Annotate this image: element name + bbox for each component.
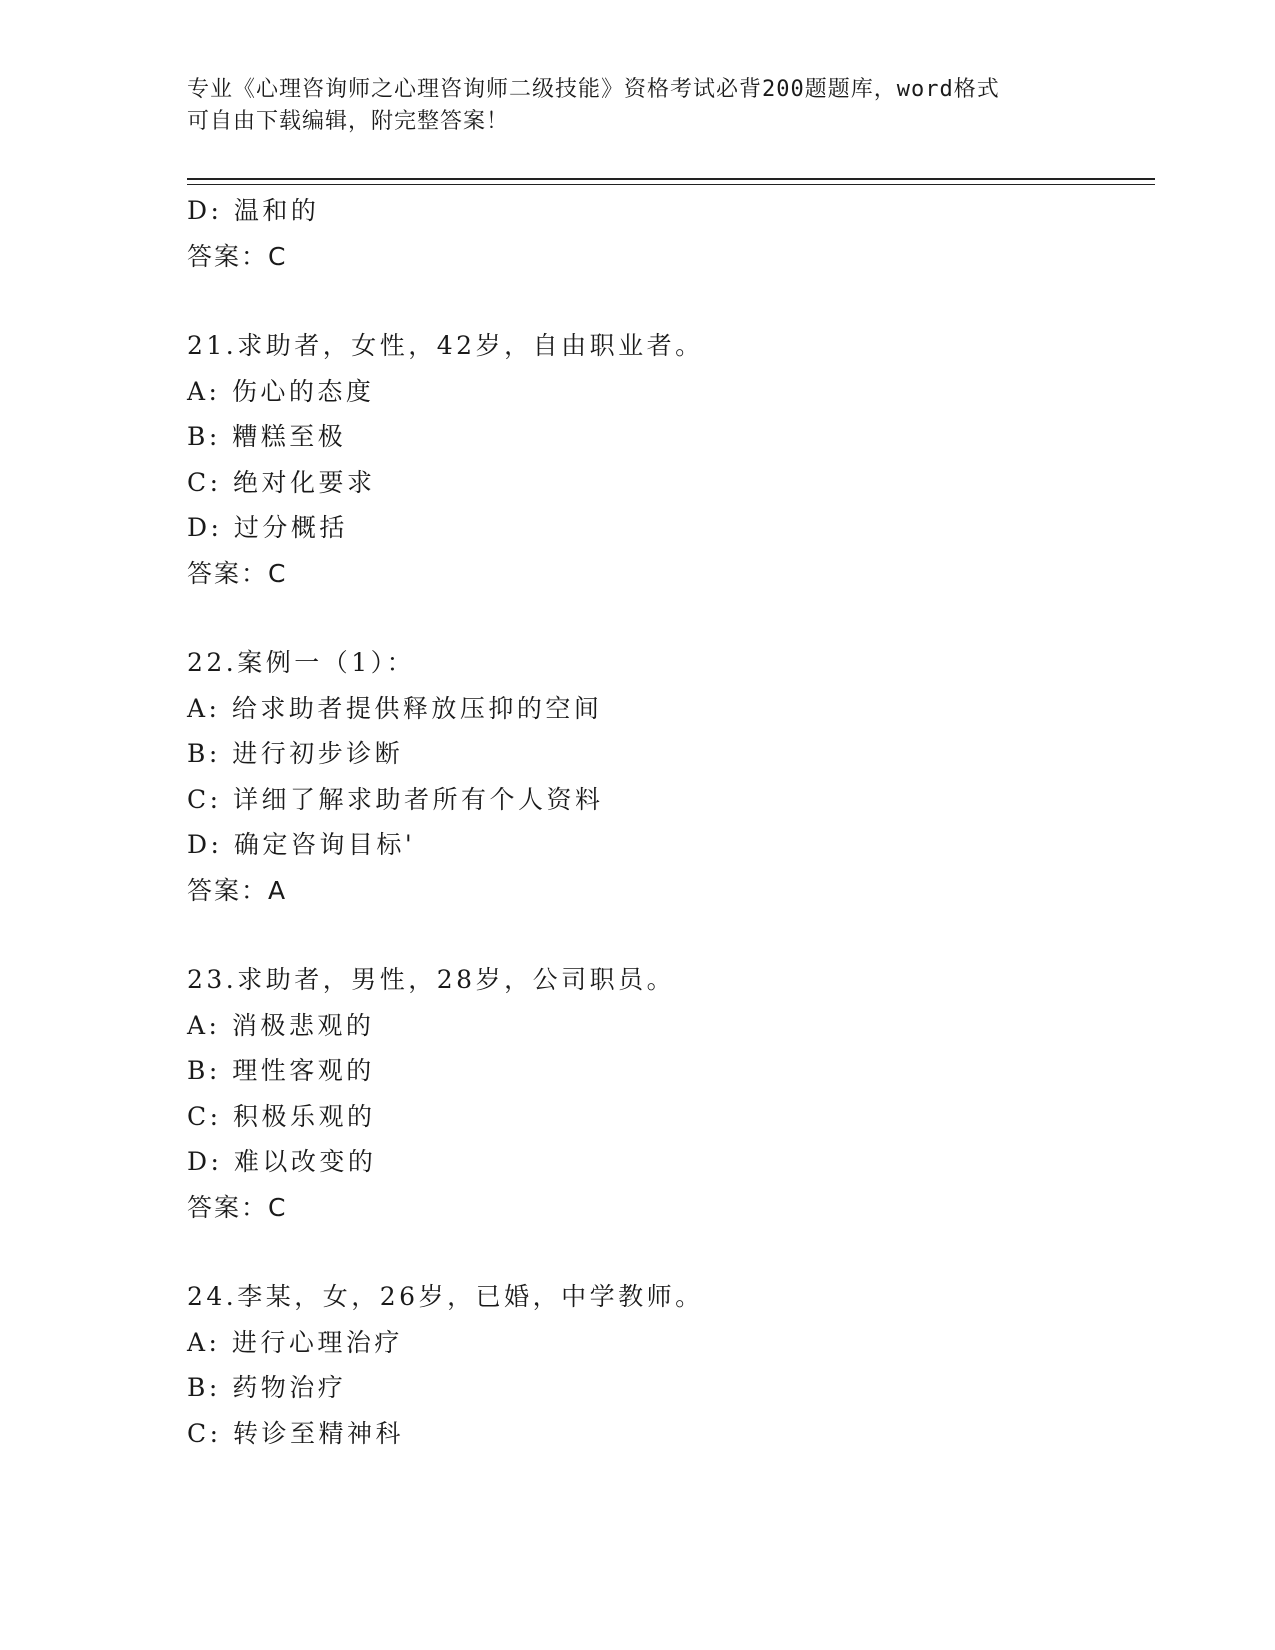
option-c: C: 详细了解求助者所有个人资料 bbox=[187, 784, 604, 814]
question-block bbox=[187, 1274, 1147, 1456]
question-block bbox=[187, 323, 1147, 596]
option-a: A: 进行心理治疗 bbox=[187, 1327, 403, 1357]
option-c: C: 绝对化要求 bbox=[187, 467, 376, 497]
answer-line: 答案：C bbox=[187, 558, 288, 588]
header-line-2: 可自由下载编辑，附完整答案！ bbox=[187, 109, 510, 134]
question-stem: 22.案例一（1）： bbox=[187, 648, 416, 677]
header-line-1: 专业《心理咨询师之心理咨询师二级技能》资格考试必背200题题库，word格式 bbox=[187, 77, 1000, 102]
block-gap bbox=[187, 1230, 1147, 1274]
option-d: D: 确定咨询目标' bbox=[187, 830, 416, 859]
answer-line: 答案：C bbox=[187, 241, 288, 271]
question-stem: 21.求助者，女性，42岁，自由职业者。 bbox=[187, 331, 704, 360]
option-a: A: 给求助者提供释放压抑的空间 bbox=[187, 693, 603, 723]
header-divider-thick bbox=[187, 178, 1155, 180]
option-d: D: 难以改变的 bbox=[187, 1147, 377, 1176]
question-list bbox=[187, 188, 1147, 1456]
option-c: C: 积极乐观的 bbox=[187, 1101, 376, 1131]
option-b: B: 药物治疗 bbox=[187, 1373, 347, 1402]
question-block bbox=[187, 957, 1147, 1230]
document-header bbox=[187, 74, 1067, 138]
option-a: A: 消极悲观的 bbox=[187, 1010, 375, 1040]
option-d: D: 过分概括 bbox=[187, 513, 348, 542]
option-c: C: 转诊至精神科 bbox=[187, 1418, 404, 1448]
block-gap bbox=[187, 913, 1147, 957]
option-d: D: 温和的 bbox=[187, 196, 320, 225]
question-stem: 24.李某，女，26岁，已婚，中学教师。 bbox=[187, 1282, 704, 1311]
option-b: B: 糟糕至极 bbox=[187, 422, 347, 451]
question-block bbox=[187, 188, 1147, 279]
answer-line: 答案：A bbox=[187, 875, 288, 905]
block-gap bbox=[187, 279, 1147, 323]
question-block bbox=[187, 640, 1147, 913]
question-stem: 23.求助者，男性，28岁，公司职员。 bbox=[187, 965, 676, 994]
option-b: B: 进行初步诊断 bbox=[187, 739, 404, 768]
option-b: B: 理性客观的 bbox=[187, 1056, 375, 1085]
option-a: A: 伤心的态度 bbox=[187, 376, 375, 406]
answer-line: 答案：C bbox=[187, 1192, 288, 1222]
block-gap bbox=[187, 596, 1147, 640]
header-divider-thin bbox=[187, 184, 1155, 185]
